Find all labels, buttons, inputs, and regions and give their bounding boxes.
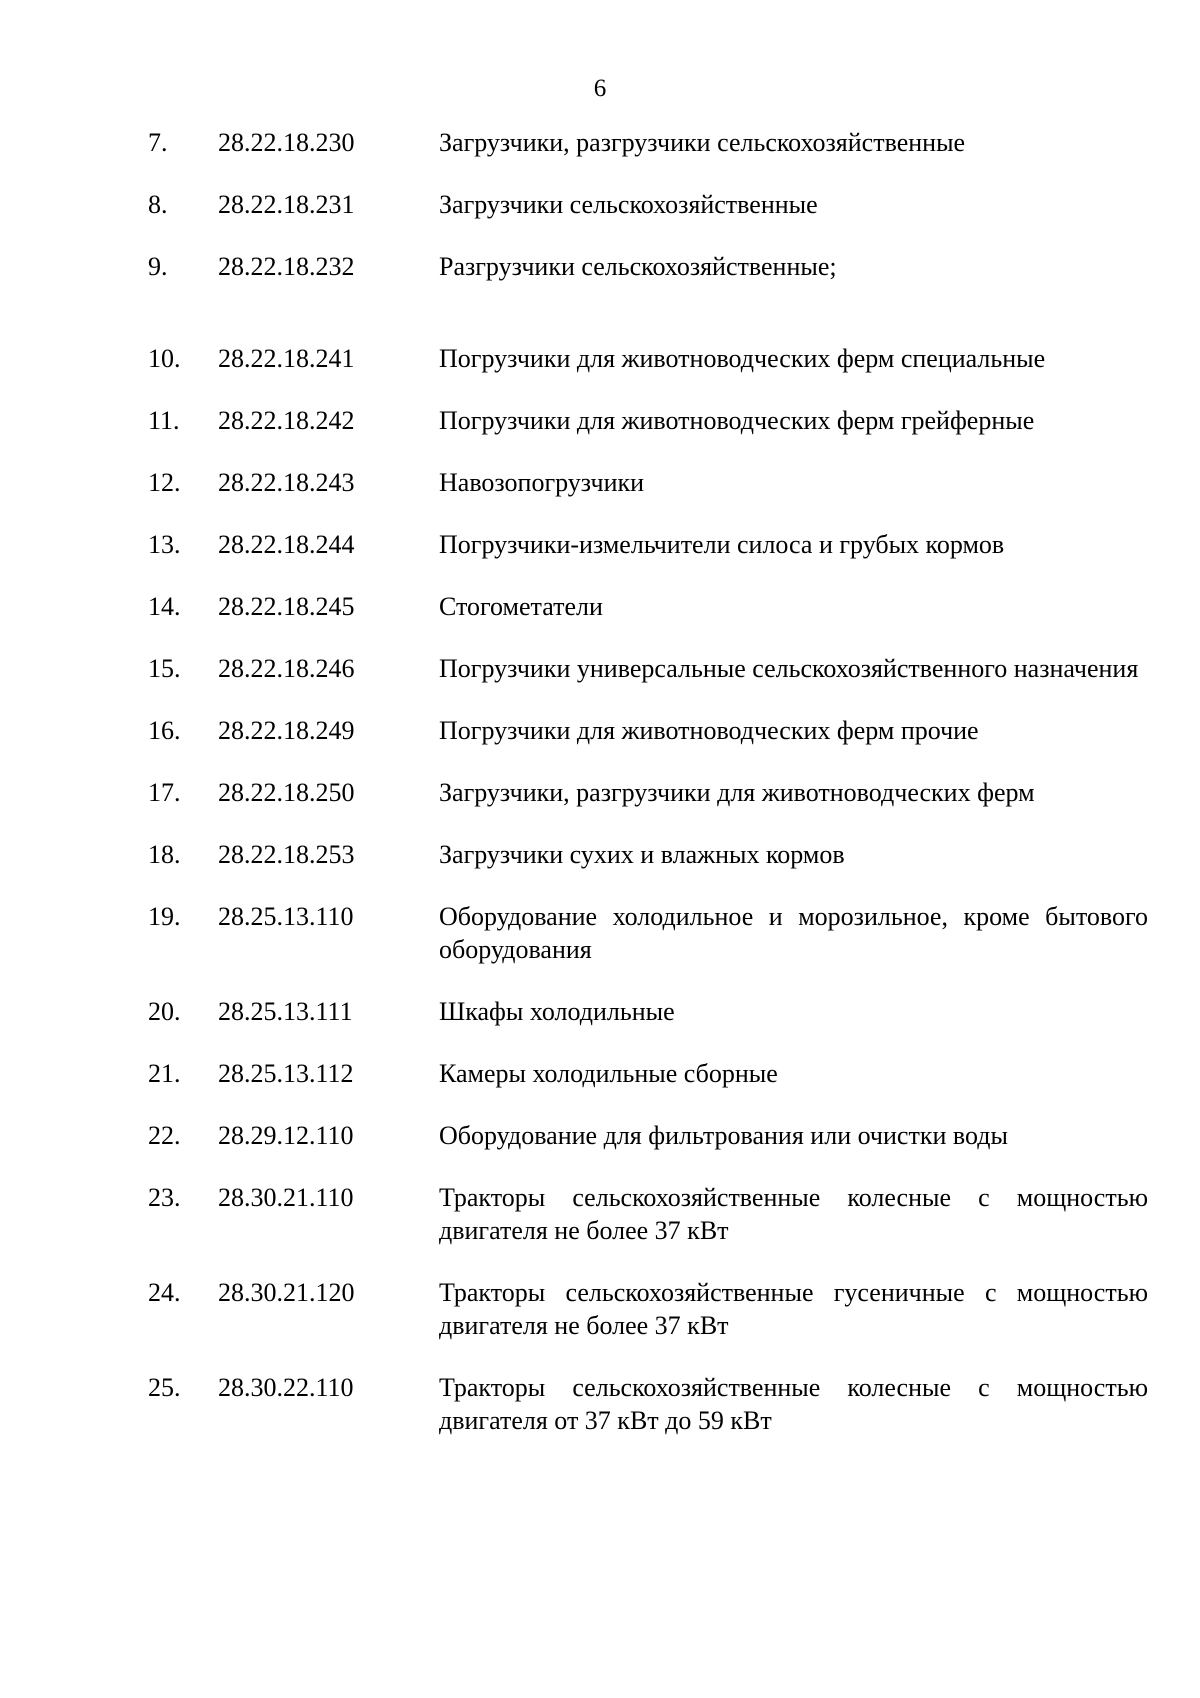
entry-code: 28.30.21.120 [218, 1278, 355, 1307]
list-item [148, 1057, 1148, 1090]
entry-description: Разгрузчики сельскохозяйственные; [439, 252, 837, 281]
entry-number: 22. [148, 1121, 181, 1150]
list-item [148, 590, 1148, 623]
entry-code: 28.22.18.230 [218, 128, 355, 157]
entry-description: Навозопогрузчики [439, 468, 645, 497]
entry-description: Загрузчики, разгрузчики для животноводческих ферм [439, 778, 1035, 807]
list-item [148, 404, 1148, 437]
entry-code: 28.22.18.245 [218, 592, 355, 621]
entry-description: Погрузчики для животноводческих ферм прочие [439, 716, 979, 745]
list-item [148, 1276, 1148, 1342]
entry-description: Шкафы холодильные [439, 997, 675, 1026]
entry-description: Погрузчики для животноводческих ферм грейферные [439, 406, 1035, 435]
entry-code: 28.25.13.111 [218, 997, 353, 1026]
entry-description: Тракторы сельскохозяйственные гусеничные с мощностью двигателя не более 37 кВт [439, 1278, 1148, 1340]
entry-number: 7. [148, 128, 168, 157]
list-item [148, 188, 1148, 221]
entry-description: Погрузчики универсальные сельскохозяйственного назначения [439, 654, 1139, 683]
entry-description: Тракторы сельскохозяйственные колесные с мощностью двигателя от 37 кВт до 59 кВт [439, 1373, 1148, 1435]
entry-number: 11. [148, 406, 180, 435]
entry-number: 19. [148, 902, 181, 931]
entry-number: 16. [148, 716, 181, 745]
entry-number: 14. [148, 592, 181, 621]
list-item [148, 1181, 1148, 1247]
entry-code: 28.22.18.241 [218, 344, 355, 373]
entry-code: 28.25.13.112 [218, 1059, 354, 1088]
entry-number: 25. [148, 1373, 181, 1402]
entry-number: 13. [148, 530, 181, 559]
list-item [148, 900, 1148, 966]
entry-code: 28.22.18.232 [218, 252, 355, 281]
entry-number: 8. [148, 190, 168, 219]
list-item [148, 342, 1148, 375]
list-item [148, 776, 1148, 809]
entry-description: Оборудование холодильное и морозильное, кроме бытового оборудования [439, 902, 1148, 964]
entry-number: 15. [148, 654, 181, 683]
entry-number: 9. [148, 252, 168, 281]
entry-number: 10. [148, 344, 181, 373]
entry-description: Погрузчики-измельчители силоса и грубых кормов [439, 530, 1005, 559]
entry-code: 28.22.18.250 [218, 778, 355, 807]
list-item [148, 466, 1148, 499]
entry-number: 23. [148, 1183, 181, 1212]
entry-description: Загрузчики сухих и влажных кормов [439, 840, 845, 869]
entry-code: 28.22.18.244 [218, 530, 355, 559]
entry-code: 28.22.18.231 [218, 190, 355, 219]
list-item [148, 1119, 1148, 1152]
list-item [148, 126, 1148, 159]
entry-code: 28.25.13.110 [218, 902, 354, 931]
entry-number: 18. [148, 840, 181, 869]
list-item [148, 528, 1148, 561]
page-number: 6 [593, 75, 607, 102]
entry-description: Камеры холодильные сборные [439, 1059, 778, 1088]
entry-code: 28.22.18.246 [218, 654, 355, 683]
entry-description: Тракторы сельскохозяйственные колесные с мощностью двигателя не более 37 кВт [439, 1183, 1148, 1245]
entry-number: 17. [148, 778, 181, 807]
entry-number: 24. [148, 1278, 181, 1307]
entry-code: 28.22.18.249 [218, 716, 355, 745]
entry-number: 12. [148, 468, 181, 497]
entry-description: Загрузчики, разгрузчики сельскохозяйственные [439, 128, 966, 157]
entry-number: 21. [148, 1059, 181, 1088]
entry-code: 28.29.12.110 [218, 1121, 354, 1150]
entry-description: Оборудование для фильтрования или очистки воды [439, 1121, 1008, 1150]
list-item [148, 1371, 1148, 1437]
entry-description: Загрузчики сельскохозяйственные [439, 190, 818, 219]
entries-list [148, 126, 1148, 1437]
entry-code: 28.22.18.243 [218, 468, 355, 497]
list-item [148, 250, 1148, 283]
entry-description: Стогометатели [439, 592, 603, 621]
list-item [148, 652, 1148, 685]
entry-description: Погрузчики для животноводческих ферм специальные [439, 344, 1046, 373]
entry-code: 28.30.21.110 [218, 1183, 354, 1212]
entry-code: 28.22.18.242 [218, 406, 355, 435]
list-item [148, 714, 1148, 747]
entry-number: 20. [148, 997, 181, 1026]
entry-code: 28.22.18.253 [218, 840, 355, 869]
list-item [148, 838, 1148, 871]
entry-code: 28.30.22.110 [218, 1373, 354, 1402]
list-item [148, 995, 1148, 1028]
